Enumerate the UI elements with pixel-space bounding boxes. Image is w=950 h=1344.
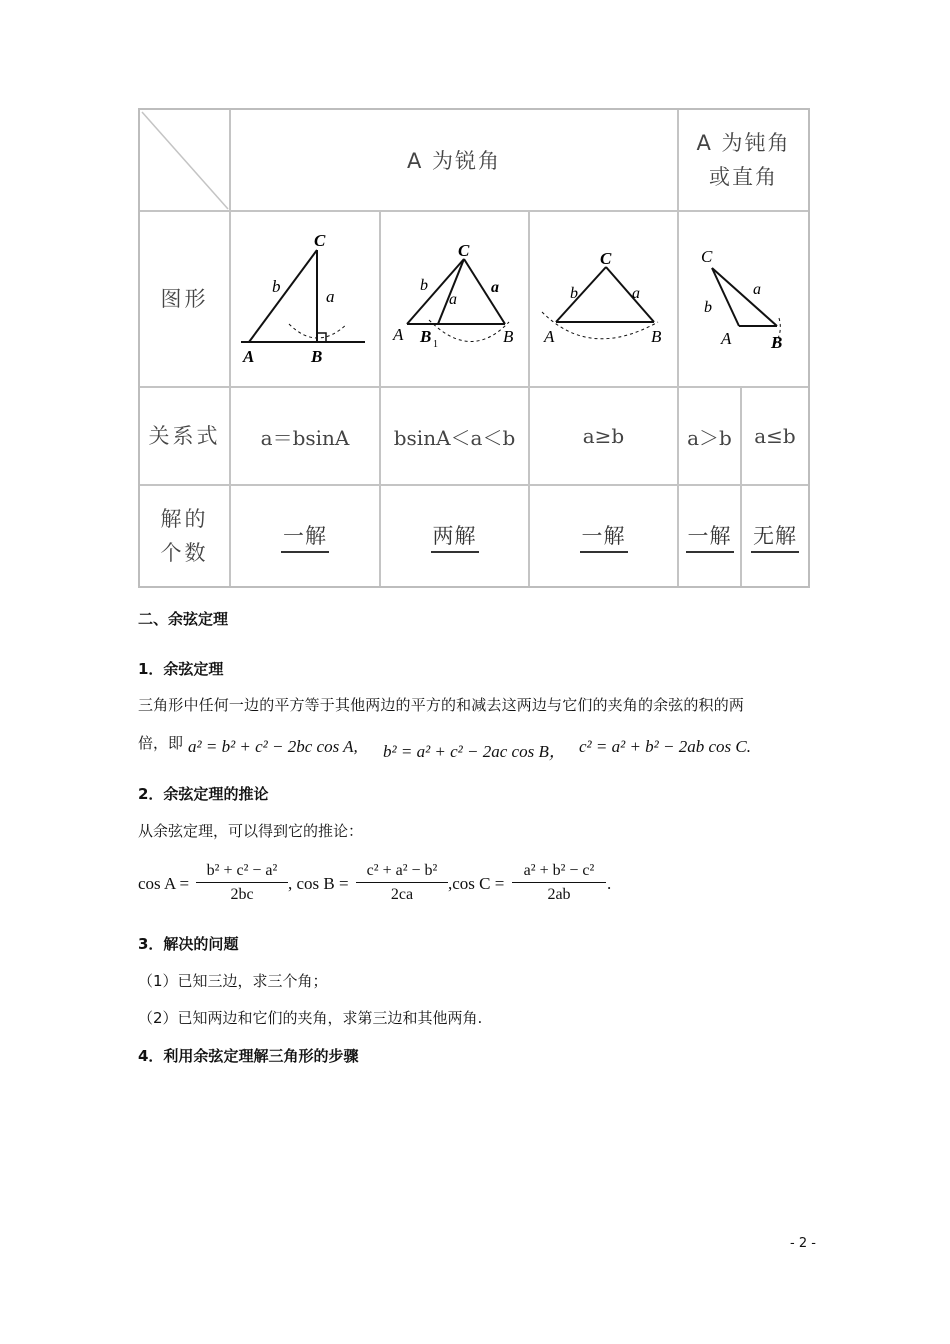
header-diagonal: [140, 110, 230, 210]
sub2-title: 2．余弦定理的推论: [138, 785, 269, 803]
formula-end: .: [607, 874, 612, 893]
fig3-label-B: B: [651, 327, 662, 346]
formula-c: c² = a² + b² − 2ab cos C.: [579, 737, 752, 756]
fig3-label-C: C: [600, 249, 612, 268]
fig4-label-C: C: [701, 247, 713, 266]
formula-b: b² = a² + c² − 2ac cos B，: [383, 742, 566, 761]
page-number: - 2 -: [790, 1236, 816, 1251]
relation-3: a≥b: [582, 424, 625, 448]
sub1-text-prefix: 倍，即: [138, 734, 184, 752]
relation-2: bsinA＜a＜b: [393, 425, 516, 450]
fig2-label-B1: B: [420, 327, 432, 346]
header-obtuse-line2: 或直角: [709, 165, 778, 189]
section-title: 二、余弦定理: [138, 610, 229, 628]
fig2-label-a-inner: a: [449, 291, 457, 308]
solution-5: 无解: [751, 520, 799, 553]
fig4-label-b: b: [704, 299, 712, 316]
fig4-label-a: a: [753, 281, 761, 298]
sub3-item2: （2）已知两边和它们的夹角，求第三边和其他两角.: [138, 1009, 483, 1027]
row-label-solutions-line2: 个数: [160, 541, 209, 565]
cosC-denominator: 2ab: [547, 886, 571, 903]
cosA-numerator: b² + c² − a²: [196, 862, 288, 883]
figure-right-case: [231, 212, 379, 386]
solution-count-table: [138, 108, 810, 588]
sub1-text-line2: [138, 732, 183, 753]
row-label-relation: 关系式: [148, 424, 221, 448]
relation-1: a＝bsinA: [260, 425, 350, 450]
sub3-title: 3．解决的问题: [138, 935, 239, 953]
cosA-fraction: [196, 862, 288, 904]
fig1-label-B: B: [311, 347, 323, 366]
fig1-label-C: C: [314, 231, 326, 250]
fig2-label-B: B: [503, 327, 514, 346]
fig3-label-a: a: [632, 285, 640, 302]
header-obtuse-line1: A 为钝角: [696, 131, 791, 155]
fig4-label-A: A: [721, 329, 732, 348]
solution-1: 一解: [281, 520, 329, 553]
fig2-label-b: b: [420, 277, 428, 294]
fig1-label-b: b: [272, 277, 281, 296]
solution-2: 两解: [431, 520, 479, 553]
figure-obtuse: [679, 212, 808, 386]
sub1-text-line1: 三角形中任何一边的平方等于其他两边的平方的和减去这两边与它们的夹角的余弦的积的两: [138, 696, 745, 714]
relation-5: a≤b: [754, 424, 796, 448]
fig1-label-A: A: [243, 347, 255, 366]
cosB-prefix: , cos B =: [288, 874, 349, 893]
sub2-text: 从余弦定理，可以得到它的推论：: [138, 822, 364, 840]
cosC-fraction: [512, 862, 606, 904]
cosC-prefix: ,cos C =: [448, 874, 505, 893]
sub1-title: 1．余弦定理: [138, 660, 224, 678]
sub4-title: 4．利用余弦定理解三角形的步骤: [138, 1047, 359, 1065]
fig2-label-B1-sub: 1: [433, 339, 438, 350]
row-label-figure: 图形: [160, 287, 209, 311]
header-obtuse: [679, 110, 808, 210]
cosB-fraction: [356, 862, 448, 904]
header-acute: A 为锐角: [406, 149, 502, 173]
solution-3: 一解: [580, 520, 628, 553]
fig3-label-A: A: [544, 327, 555, 346]
sub3-item1: （1）已知三边，求三个角；: [138, 972, 328, 990]
cosA-denominator: 2bc: [230, 886, 254, 903]
cosA-prefix: cos A =: [138, 874, 190, 893]
fig3-label-b: b: [570, 285, 578, 302]
fig1-label-a: a: [326, 287, 335, 306]
cosB-denominator: 2ca: [390, 886, 414, 903]
solution-4: 一解: [686, 520, 734, 553]
relation-4: a＞b: [687, 425, 732, 450]
row-label-solutions-line1: 解的: [160, 507, 209, 531]
figure-a-geq-b: [530, 212, 677, 386]
fig2-label-C: C: [458, 241, 470, 260]
cosB-numerator: c² + a² − b²: [356, 862, 448, 883]
fig4-label-B: B: [771, 333, 783, 352]
cosC-numerator: a² + b² − c²: [512, 862, 606, 883]
formula-a: a² = b² + c² − 2bc cos A,: [188, 737, 358, 756]
figure-two-solutions: [381, 212, 528, 386]
row-label-solutions: [140, 486, 229, 586]
fig2-label-A: A: [393, 325, 404, 344]
fig2-label-a-outer: a: [491, 279, 499, 296]
